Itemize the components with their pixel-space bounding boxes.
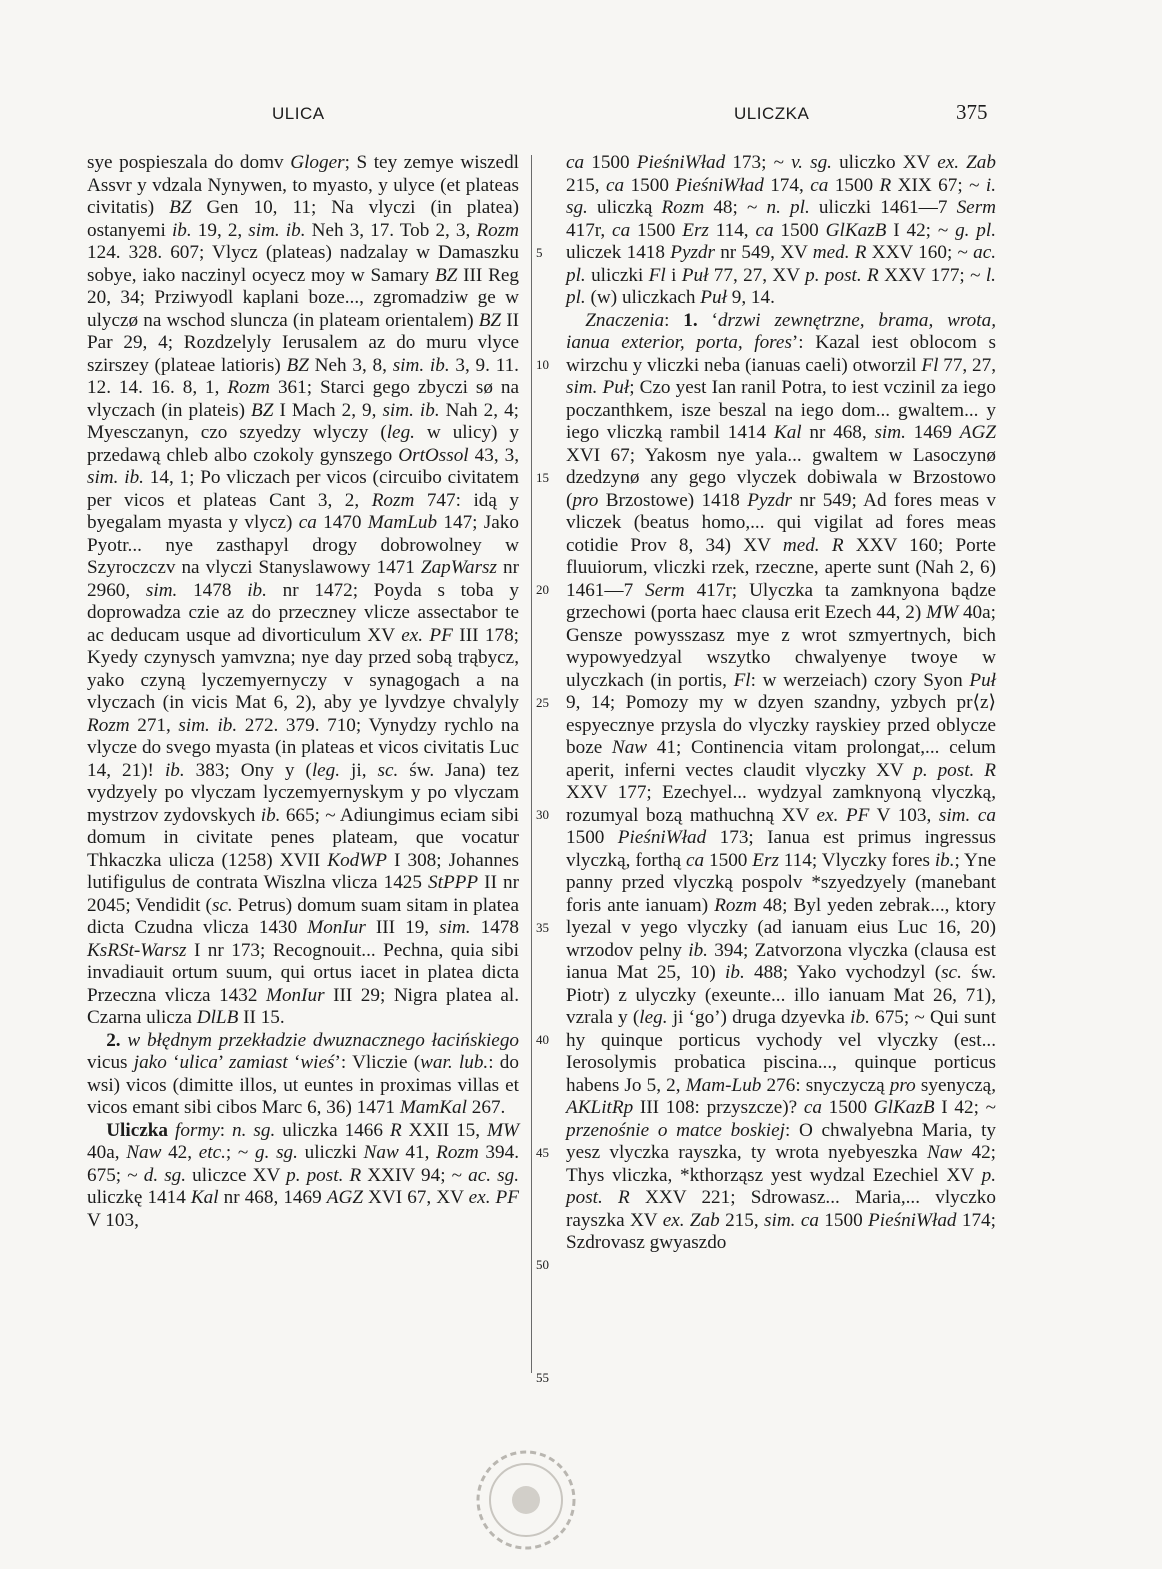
line-number: 30: [536, 807, 549, 822]
column-divider: [531, 155, 532, 1373]
entry-paragraph: Znaczenia: 1. ‘drzwi zewnętrzne, brama, wrota, ianua exterior, porta, fores’: Kazal iest oblocom s wirzchu y vliczki neba (ianuas caeli) otworzil Fl 77, 27, sim. Puł; Czo yest Ian ranil Potra, to iest vczinil za iego poczanthkem, isze beszal na iego dom... gwaltem... y iego vliczką rambil 1414 Kal nr 468, sim. 1469 AGZ XVI 67; Yakosm nye yala... gwaltem w Lasoczynø dzedzynø any gego vlyczek dobiwala w Brzostowo (pro Brzostowe) 1418 Pyzdr nr 549; Ad fores meas v vliczek (beatus homo,... qui vigilat ad fores meas cotidie Prov 8, 34) XV med. R XXV 160; Porte fluuiorum, vliczki rzek, rzeczne, aperte sunt (Nah 2, 6) 1461—7 Serm 417r; Ulyczka ta zamknyona bądze grzechowi (porta haec clausa erit Ezech 44, 2) MW 40a; Gensze powysszasz mye z wrot szmyertnych, bich wypowyedzyal wszytko chwalyenye twoye w ulyczkach (in portis, Fl: w werzeiach) czory Syon Puł 9, 14; Pomozy my w dzyen szandny, yzbych pr⟨z⟩espyecznye przysla do vlyczky rayskiey przed oblycze boze Naw 41; Continencia vitam prolongat,... celum aperit, inferni vectes claudit vlyczky XV p. post. R XXV 177; Ezechyel... wydzyal zamknyoną vlyczką, rozumyal bozą mathuchną XV ex. PF V 103, sim. ca 1500 PieśniWład 173; Ianua est primus ingressus vlyczką, forthą ca 1500 Erz 114; Vlyczky fores ib.; Yne panny przed vlyczką pospolv *szyedzyely (manebant foris ante ianuam) Rozm 48; Byl yeden zebrak..., ktory lyezal v yego vlyczky (ad ianuam eius Luc 16, 20) wrzodov pelny ib. 394; Zatvorzona vlyczka (clausa est ianua Mat 25, 10) ib. 488; Yako vychodzyl (sc. św. Piotr) z ulyczky (exeunte... illo ianuam Mat 26, 71), vzrala y (leg. ji ‘go’) druga dzyevka ib. 675; ~ Qui sunt hy quinque porticus vychody vel vlyczky (est... Ierosolymis probatica piscina..., quinque porticus habens Jo 5, 2, Mam-Lub 276: snyczyczą pro syenyczą, AKLitRp III 108: przyszcze)? ca 1500 GlKazB I 42; ~ przenośnie o matce boskiej: O chwalyebna Maria, ty yesz vlyczka rayszka, ty wrota nyebyeszka Naw 42; Thys vliczka, *kthorząsz yest wydzal Ezechiel XV p. post. R XXV 221; Sdrowasz... Maria,... vlyczko rayszka XV ex. Zab 215, sim. ca 1500 PieśniWład 174; Szdrovasz gwyaszdo: [566, 309, 997, 1253]
entry-paragraph: 2. w błędnym przekładzie dwuznacznego łacińskiego vicus jako ‘ulica’ zamiast ‘wieś’: Vliczie (war. lub.: do wsi) vicos (dimitte illos, ut euntes in proximas villas et vicos emant sibi cibos Marc 6, 36) 1471 MamKal 267.: [87, 1029, 520, 1118]
entry-paragraph: sye pospieszala do domv Gloger; S tey zemye wiszedl Assvr y vdzala Nynywen, to myasto, y ulyce (et plateas civitatis) BZ Gen 10, 11; Na vlyczi (in platea) ostanyemi ib. 19, 2, sim. ib. Neh 3, 17. Tob 2, 3, Rozm 124. 328. 607; Vlycz (plateas) nadzalay w Damaszku sobye, iako naczinyl ocyecz moy w Samary BZ III Reg 20, 34; Prziwyodl kaplani boze..., zgromadziw ge w ulyczø na wschod sluncza (in plateam orientalem) BZ II Par 29, 4; Rozdzelyly Ierusalem az do muru vlyce szirszey (plateae latioris) BZ Neh 3, 8, sim. ib. 3, 9. 11. 12. 14. 16. 8, 1, Rozm 361; Starci gego zbyczi sø na vlyczach (in plateis) BZ I Mach 2, 9, sim. ib. Nah 2, 4; Myesczanyn, czo szyedzy wlyczy (leg. w ulicy) y przedawą chleb albo czokoly gynszego OrtOssol 43, 3, sim. ib. 14, 1; Po vliczach per vicos (circuibo civitatem per vicos et plateas Cant 3, 2, Rozm 747: idą y byegalam myasta y vlycz) ca 1470 MamLub 147; Jako Pyotr... nye zasthapyl drogy dobrowolney w Szyroczczv na vlyczi Stanyslawowy 1471 ZapWarsz nr 2960, sim. 1478 ib. nr 1472; Poyda s toba y doprowadza czie az do przeczney vlicze assectabor te ac deducam usque ad divorticulum XV ex. PF III 178; Kyedy czynysch yamvzna; nye day przed sobą trąbycz, yako czyną lyczemyernyczy v synagogach a na vlyczach (in vicis Mat 6, 2), aby ye lyvdzye chvalyly Rozm 271, sim. ib. 272. 379. 710; Vynydzy rychlo na vlycze do svego myasta (in plateas et vicos civitatis Luc 14, 21)! ib. 383; Ony y (leg. ji, sc. św. Jana) tez vydzyely po vlyczam lyczemyernyskym y po vlyczam mystrzov zydovskych ib. 665; ~ Adiungimus eciam sibi domum in civitate penes plateam, que vocatur Thkaczka ulicza (1258) XVII KodWP I 308; Johannes lutifigulus de contrata Wiszlna vlicza 1425 StPPP II nr 2045; Vendidit (sc. Petrus) domum suam sitam in platea dicta Czudna vlicza 1430 MonIur III 19, sim. 1478 KsRSt-Warsz I nr 173; Recognouit... Pechna, quia sibi invadiauit ortum suum, qui ortus iacet in platea dicta Przeczna vlicza 1432 MonIur III 29; Nigra platea al. Czarna ulicza DlLB II 15.: [87, 152, 520, 1028]
library-stamp: [466, 1440, 586, 1560]
left-column: [87, 152, 519, 1232]
line-number: 10: [536, 357, 549, 372]
line-number: 45: [536, 1145, 549, 1160]
page-number: 375: [956, 100, 988, 124]
line-number: 25: [536, 695, 549, 710]
line-number: 35: [536, 920, 549, 935]
line-number: 5: [536, 245, 543, 260]
running-head-left: ULICA: [272, 104, 325, 123]
line-number: 55: [536, 1370, 549, 1385]
right-column: [566, 152, 996, 1255]
line-number: 20: [536, 582, 549, 597]
page-header: [0, 100, 1162, 130]
line-number: 15: [536, 470, 549, 485]
entry-paragraph: ca 1500 PieśniWład 173; ~ v. sg. uliczko XV ex. Zab 215, ca 1500 PieśniWład 174, ca 1500 R XIX 67; ~ i. sg. uliczką Rozm 48; ~ n. pl. uliczki 1461—7 Serm 417r, ca 1500 Erz 114, ca 1500 GlKazB I 42; ~ g. pl. uliczek 1418 Pyzdr nr 549, XV med. R XXV 160; ~ ac. pl. uliczki Fl i Puł 77, 27, XV p. post. R XXV 177; ~ l. pl. (w) uliczkach Puł 9, 14.: [566, 152, 997, 308]
running-head-right: ULICZKA: [734, 104, 810, 123]
line-number: 50: [536, 1257, 549, 1272]
line-number: 40: [536, 1032, 549, 1047]
entry-paragraph: Uliczka formy: n. sg. uliczka 1466 R XXII 15, MW 40a, Naw 42, etc.; ~ g. sg. uliczki Naw 41, Rozm 394. 675; ~ d. sg. uliczce XV p. post. R XXIV 94; ~ ac. sg. uliczkę 1414 Kal nr 468, 1469 AGZ XVI 67, XV ex. PF V 103,: [87, 1119, 520, 1231]
